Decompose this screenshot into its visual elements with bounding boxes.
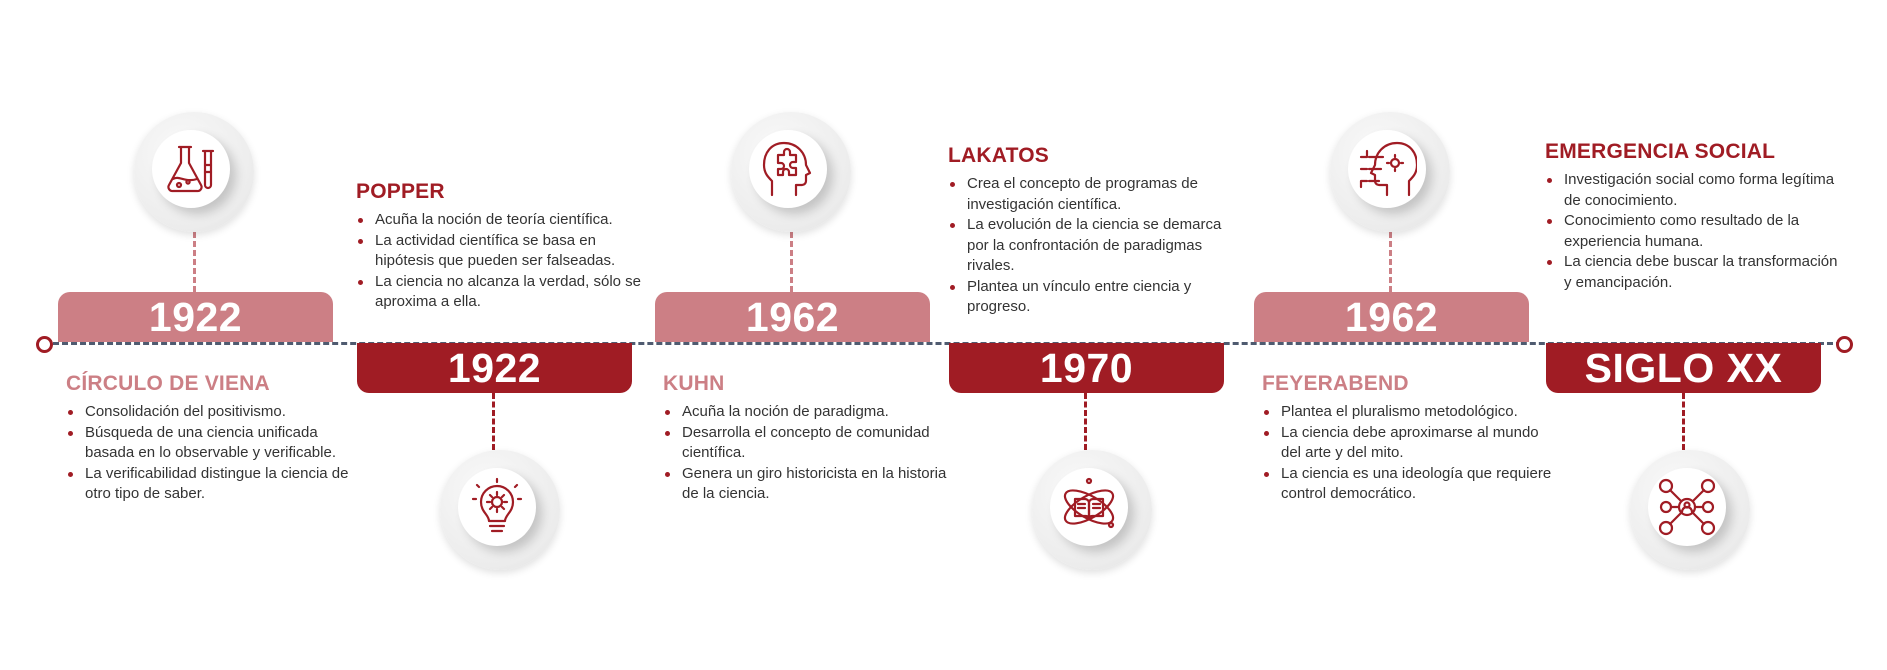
list-item: La ciencia es una ideología que requiere control democrático. (1262, 464, 1552, 505)
list-item: La actividad científica se basa en hipótesis que pueden ser falseadas. (356, 231, 646, 272)
list-item: Acuña la noción de teoría científica. (356, 210, 646, 231)
list-item: Desarrolla el concepto de comunidad científica. (663, 423, 953, 464)
connector-line (1389, 232, 1392, 292)
icon-badge (1032, 450, 1152, 570)
lab-flasks-icon (161, 139, 221, 199)
milestone-text-block (948, 144, 1238, 318)
head-lightbulb-icon (1357, 139, 1417, 199)
milestone-title: FEYERABEND (1262, 372, 1409, 395)
icon-badge (440, 450, 560, 570)
list-item: Conocimiento como resultado de la experiencia humana. (1545, 211, 1845, 252)
connector-line (1084, 393, 1087, 450)
list-item: Acuña la noción de paradigma. (663, 402, 953, 423)
milestone-title: CÍRCULO DE VIENA (66, 372, 270, 395)
milestone-title: POPPER (356, 180, 445, 203)
list-item: La ciencia debe aproximarse al mundo del arte y del mito. (1262, 423, 1552, 464)
connector-line (1682, 393, 1685, 450)
icon-badge (134, 112, 254, 232)
connector-line (790, 232, 793, 292)
year-label: 1922 (357, 343, 632, 393)
book-atom-icon (1059, 477, 1119, 537)
milestone-text-block (663, 372, 953, 505)
icon-badge (731, 112, 851, 232)
icon-badge (1630, 450, 1750, 570)
list-item: La ciencia no alcanza la verdad, sólo se aproxima a ella. (356, 272, 646, 313)
milestone-text-block (66, 372, 356, 505)
list-item: Plantea el pluralismo metodológico. (1262, 402, 1552, 423)
list-item: Genera un giro historicista en la historia de la ciencia. (663, 464, 953, 505)
people-network-icon (1657, 477, 1717, 537)
connector-line (492, 393, 495, 450)
year-label: SIGLO XX (1546, 343, 1821, 393)
list-item: Plantea un vínculo entre ciencia y progreso. (948, 277, 1238, 318)
icon-badge (1330, 112, 1450, 232)
list-item: Búsqueda de una ciencia unificada basada en lo observable y verificable. (66, 423, 356, 464)
year-label: 1962 (1254, 292, 1529, 342)
list-item: Consolidación del positivismo. (66, 402, 356, 423)
milestone-title: EMERGENCIA SOCIAL (1545, 140, 1776, 163)
milestone-title: LAKATOS (948, 144, 1049, 167)
milestone-title: KUHN (663, 372, 725, 395)
milestone-text-block (356, 180, 646, 313)
timeline-start-marker (36, 336, 53, 353)
year-label: 1922 (58, 292, 333, 342)
milestone-text-block (1545, 140, 1845, 293)
year-label: 1970 (949, 343, 1224, 393)
list-item: Investigación social como forma legítima de conocimiento. (1545, 170, 1845, 211)
timeline-end-marker (1836, 336, 1853, 353)
lightbulb-gear-icon (467, 477, 527, 537)
head-puzzle-icon (758, 139, 818, 199)
list-item: La ciencia debe buscar la transformación y emancipación. (1545, 252, 1845, 293)
milestone-text-block (1262, 372, 1552, 505)
list-item: La verificabilidad distingue la ciencia de otro tipo de saber. (66, 464, 356, 505)
year-label: 1962 (655, 292, 930, 342)
list-item: Crea el concepto de programas de investigación científica. (948, 174, 1238, 215)
list-item: La evolución de la ciencia se demarca por la confrontación de paradigmas rivales. (948, 215, 1238, 277)
connector-line (193, 232, 196, 292)
